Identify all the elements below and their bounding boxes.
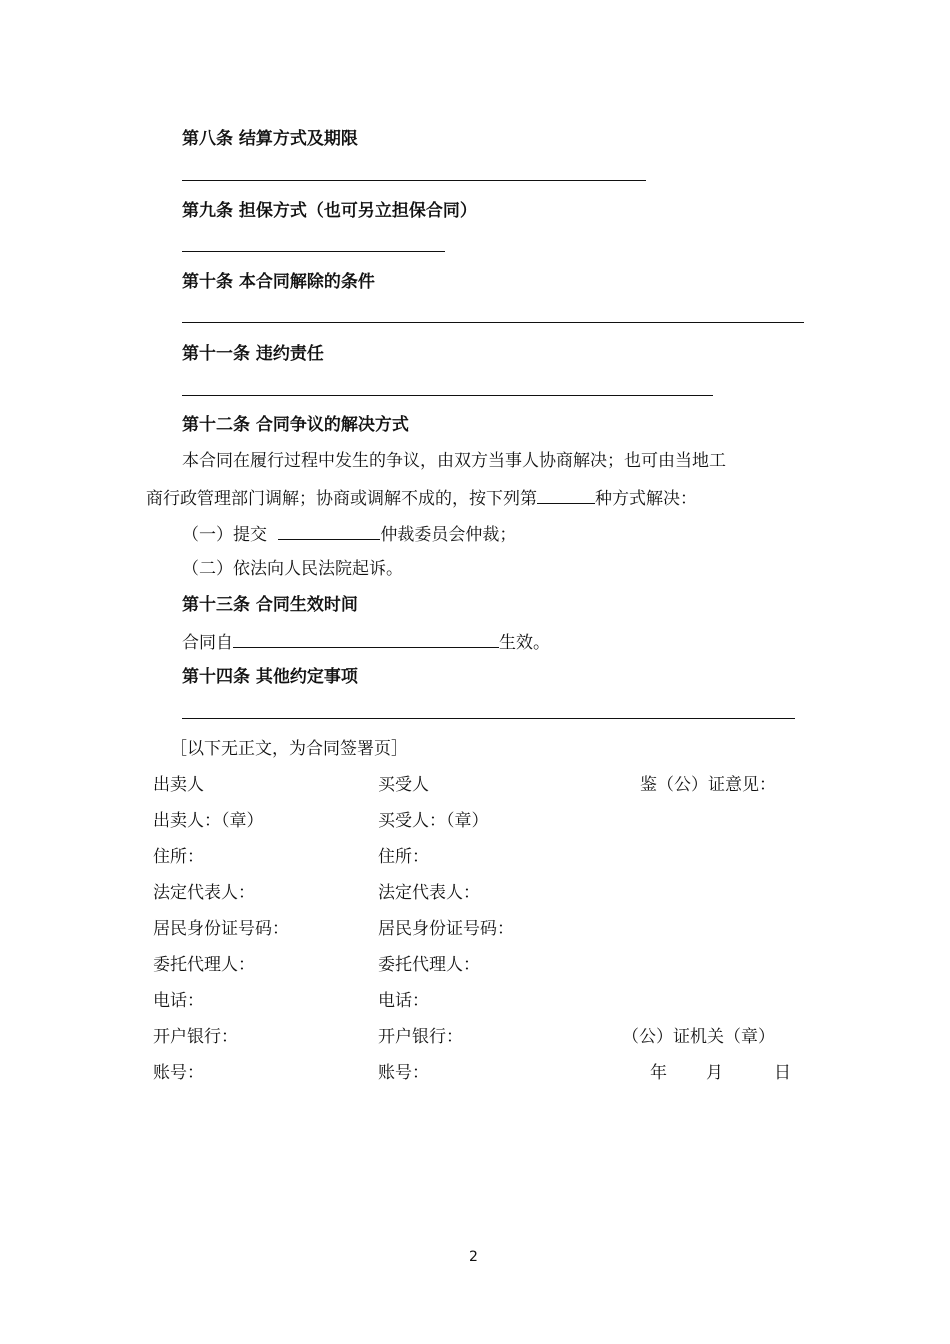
article-14-blank-line xyxy=(182,718,795,719)
article-11-blank-line xyxy=(182,395,713,396)
option-1-label: （一）提交 xyxy=(182,525,267,545)
arbitration-commission-blank xyxy=(278,522,380,540)
article-12-heading: 第十二条 合同争议的解决方式 xyxy=(182,415,409,435)
method-choice-blank xyxy=(537,486,595,504)
buyer-seal: 买受人：（章） xyxy=(378,811,489,831)
article-8-blank-line xyxy=(182,180,646,181)
page-number: 2 xyxy=(469,1249,478,1265)
buyer-title: 买受人 xyxy=(378,775,429,795)
article-14-heading: 第十四条 其他约定事项 xyxy=(182,667,358,687)
article-10-blank-line xyxy=(182,322,804,323)
article-12-paragraph-end: 种方式解决： xyxy=(595,489,697,509)
arbitration-option xyxy=(182,522,516,546)
option-1-suffix: 仲裁委员会仲裁； xyxy=(380,525,517,545)
buyer-address: 住所： xyxy=(378,847,429,867)
notary-date-month: 月 xyxy=(706,1063,723,1083)
article-12-paragraph-line2 xyxy=(146,486,697,510)
buyer-agent: 委托代理人： xyxy=(378,955,480,975)
signature-note: ［以下无正文，为合同签署页］ xyxy=(170,739,408,759)
article-9-heading: 第九条 担保方式（也可另立担保合同） xyxy=(182,201,477,221)
seller-legal-rep: 法定代表人： xyxy=(153,883,255,903)
litigation-option: （二）依法向人民法院起诉。 xyxy=(182,559,403,579)
buyer-phone: 电话： xyxy=(378,991,429,1011)
effective-date-prefix: 合同自 xyxy=(182,633,233,653)
notary-opinion-title: 鉴（公）证意见： xyxy=(640,775,776,795)
notary-authority-seal: （公）证机关（章） xyxy=(622,1027,775,1047)
article-11-heading: 第十一条 违约责任 xyxy=(182,344,324,364)
buyer-account: 账号： xyxy=(378,1063,429,1083)
notary-date-day: 日 xyxy=(774,1063,791,1083)
article-12-paragraph-text: 商行政管理部门调解；协商或调解不成的，按下列第 xyxy=(146,489,537,509)
seller-id-number: 居民身份证号码： xyxy=(153,919,289,939)
seller-bank: 开户银行： xyxy=(153,1027,238,1047)
seller-address: 住所： xyxy=(153,847,204,867)
article-13-heading: 第十三条 合同生效时间 xyxy=(182,595,358,615)
effective-date-line xyxy=(182,630,550,654)
seller-seal: 出卖人：（章） xyxy=(153,811,264,831)
article-9-blank-line xyxy=(182,251,445,252)
buyer-id-number: 居民身份证号码： xyxy=(378,919,514,939)
seller-account: 账号： xyxy=(153,1063,204,1083)
article-8-heading: 第八条 结算方式及期限 xyxy=(182,129,358,149)
seller-agent: 委托代理人： xyxy=(153,955,255,975)
buyer-legal-rep: 法定代表人： xyxy=(378,883,480,903)
seller-phone: 电话： xyxy=(153,991,204,1011)
buyer-bank: 开户银行： xyxy=(378,1027,463,1047)
effective-date-blank xyxy=(233,630,499,648)
notary-date-year: 年 xyxy=(650,1063,667,1083)
seller-title: 出卖人 xyxy=(153,775,204,795)
effective-date-suffix: 生效。 xyxy=(499,633,550,653)
article-10-heading: 第十条 本合同解除的条件 xyxy=(182,272,375,292)
article-12-paragraph-line1: 本合同在履行过程中发生的争议，由双方当事人协商解决；也可由当地工 xyxy=(182,451,726,471)
